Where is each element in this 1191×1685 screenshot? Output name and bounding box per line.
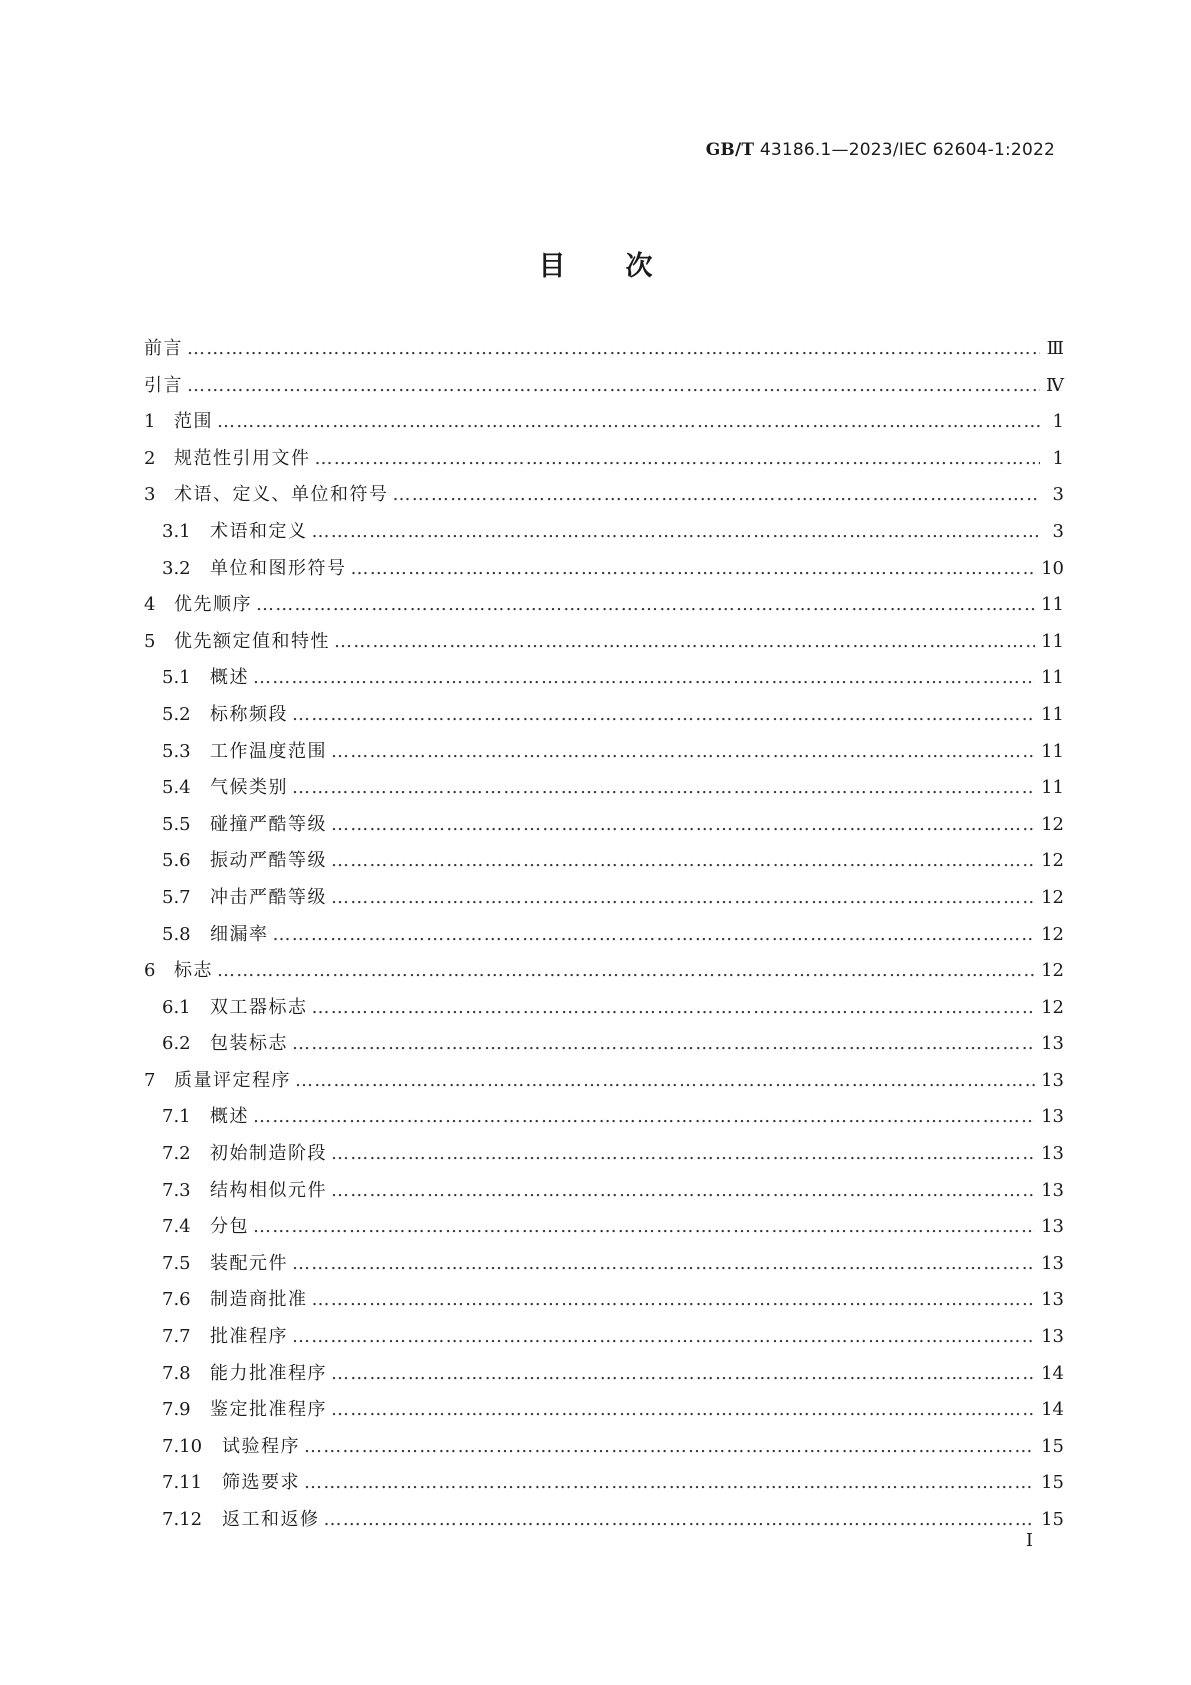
toc-entry-page: 13 [1041,1252,1064,1274]
toc-entry-number: 5.1 [162,667,191,689]
toc-entry-number: 5.8 [162,923,191,945]
toc-entry-page: 14 [1041,1362,1064,1384]
document-code [706,140,1055,160]
document-code-prefix: GB/T [705,140,755,160]
toc-entry-page: 1 [1052,447,1064,469]
toc-entry[interactable] [142,1359,1064,1396]
toc-entry-label: 试验程序 [222,1435,300,1457]
toc-entry-label: 工作温度范围 [210,740,327,762]
toc-entry[interactable] [142,444,1064,481]
toc-entry-label: 装配元件 [210,1252,288,1274]
toc-entry-number: 7.12 [162,1509,203,1530]
toc-entry[interactable] [142,1102,1064,1139]
toc-entry[interactable] [142,810,1064,847]
toc-entry-number: 7.11 [162,1472,203,1494]
toc-entry-label: 标称频段 [210,703,288,725]
toc-entry-page: 13 [1041,1143,1064,1165]
toc-entry-label: 振动严酷等级 [210,850,327,872]
toc-entry-label: 批准程序 [210,1326,288,1348]
toc-entry[interactable] [142,590,1064,627]
toc-entry[interactable] [142,1176,1064,1213]
toc-entry-number: 5.3 [162,740,191,762]
toc-leader-dots [331,850,1035,871]
toc-entry-page: 10 [1041,557,1064,579]
toc-entry-page: 12 [1041,886,1064,908]
toc-entry-page: Ⅲ [1046,338,1064,359]
toc-leader-dots [331,1143,1035,1164]
table-of-contents [142,334,1064,1542]
page-number: I [1025,1530,1033,1551]
toc-entry[interactable] [142,737,1064,774]
toc-entry-page: 11 [1041,740,1064,762]
toc-entry-number: 1 [144,411,156,433]
toc-entry-number: 5.2 [162,703,191,725]
toc-leader-dots [304,1436,1035,1457]
toc-entry-page: 12 [1041,960,1064,982]
toc-entry[interactable] [142,993,1064,1030]
toc-entry-number: 7.1 [162,1106,191,1128]
toc-entry-label: 引言 [144,374,183,396]
toc-entry[interactable] [142,1285,1064,1322]
toc-leader-dots [312,521,1041,542]
toc-entry-page: 12 [1041,813,1064,835]
toc-entry-page: 3 [1052,520,1064,542]
toc-entry-label: 制造商批准 [210,1289,308,1311]
toc-entry[interactable] [142,1468,1064,1505]
toc-entry[interactable] [142,883,1064,920]
toc-entry-label: 鉴定批准程序 [210,1399,327,1421]
document-code-number: 43186.1—2023/IEC 62604-1:2022 [754,140,1055,160]
toc-leader-dots [324,1509,1036,1530]
toc-entry-number: 4 [144,594,156,616]
toc-entry[interactable] [142,1395,1064,1432]
toc-entry-label: 气候类别 [210,777,288,799]
toc-entry-page: 13 [1041,1069,1064,1091]
toc-entry-page: 11 [1041,630,1064,652]
toc-entry-label: 细漏率 [210,923,269,945]
toc-entry-number: 7.6 [162,1289,191,1311]
toc-entry-label: 质量评定程序 [174,1069,291,1091]
toc-leader-dots [295,1070,1035,1091]
toc-entry-number: 7.9 [162,1399,191,1421]
toc-entry-label: 概述 [210,1106,249,1128]
toc-entry-page: 3 [1052,484,1064,506]
toc-leader-dots [256,594,1035,615]
toc-entry-number: 6.2 [162,1033,191,1055]
toc-entry-label: 标志 [174,960,213,982]
toc-entry-number: 3.1 [162,520,191,542]
toc-entry[interactable] [142,773,1064,810]
toc-entry-page: 15 [1041,1509,1064,1530]
toc-entry-label: 前言 [144,338,183,359]
toc-leader-dots [273,924,1036,945]
toc-leader-dots [312,1289,1036,1310]
toc-entry-number: 5.6 [162,850,191,872]
toc-leader-dots [315,448,1041,469]
toc-entry-page: Ⅳ [1046,374,1064,396]
toc-entry[interactable] [142,956,1064,993]
toc-entry-page: 11 [1041,777,1064,799]
toc-entry[interactable] [142,846,1064,883]
toc-entry-number: 7 [144,1069,156,1091]
toc-entry-label: 初始制造阶段 [210,1143,327,1165]
toc-entry-label: 能力批准程序 [210,1362,327,1384]
toc-entry-label: 双工器标志 [210,996,308,1018]
toc-leader-dots [331,1399,1035,1420]
toc-entry[interactable] [142,1432,1064,1469]
toc-title: 目次 [538,251,713,282]
toc-entry[interactable] [142,920,1064,957]
toc-entry[interactable] [142,1029,1064,1066]
toc-entry-label: 冲击严酷等级 [210,886,327,908]
toc-leader-dots [312,997,1036,1018]
toc-leader-dots [217,411,1040,432]
toc-entry-page: 13 [1041,1326,1064,1348]
toc-entry-page: 11 [1041,703,1064,725]
toc-entry-page: 15 [1041,1472,1064,1494]
toc-leader-dots [187,338,1040,359]
toc-entry-label: 返工和返修 [222,1509,320,1530]
toc-entry-number: 7.10 [162,1435,203,1457]
toc-leader-dots [253,1216,1035,1237]
toc-entry-label: 碰撞严酷等级 [210,813,327,835]
toc-entry-label: 优先额定值和特性 [174,630,330,652]
toc-entry-page: 13 [1041,1179,1064,1201]
toc-entry-number: 7.8 [162,1362,191,1384]
toc-entry[interactable] [142,1066,1064,1103]
toc-entry-number: 7.5 [162,1252,191,1274]
toc-leader-dots [351,558,1036,579]
toc-leader-dots [331,1180,1035,1201]
toc-entry-page: 11 [1041,667,1064,689]
toc-entry[interactable] [142,517,1064,554]
toc-entry-label: 术语、定义、单位和符号 [174,484,389,506]
toc-entry-page: 13 [1041,1289,1064,1311]
toc-entry-number: 6.1 [162,996,191,1018]
toc-entry[interactable] [142,554,1064,591]
toc-entry-number: 7.7 [162,1326,191,1348]
toc-entry-number: 2 [144,447,156,469]
toc-leader-dots [292,704,1035,725]
toc-entry-page: 15 [1041,1435,1064,1457]
toc-entry[interactable] [142,627,1064,664]
toc-entry-number: 6 [144,960,156,982]
toc-entry-label: 概述 [210,667,249,689]
toc-entry-number: 7.3 [162,1179,191,1201]
toc-entry-page: 13 [1041,1216,1064,1238]
toc-entry[interactable] [142,700,1064,737]
toc-entry-page: 13 [1041,1106,1064,1128]
toc-entry-label: 优先顺序 [174,594,252,616]
toc-entry-label: 术语和定义 [210,520,308,542]
toc-entry-number: 5.5 [162,813,191,835]
toc-entry-page: 12 [1041,996,1064,1018]
toc-entry-number: 5 [144,630,156,652]
toc-entry[interactable] [142,663,1064,700]
toc-entry-number: 7.4 [162,1216,191,1238]
toc-entry[interactable] [142,371,1064,408]
toc-entry-page: 12 [1041,923,1064,945]
toc-leader-dots [292,1253,1035,1274]
toc-entry-number: 3.2 [162,557,191,579]
toc-leader-dots [331,814,1035,835]
toc-entry-page: 14 [1041,1399,1064,1421]
toc-entry-label: 筛选要求 [222,1472,300,1494]
toc-leader-dots [331,741,1035,762]
toc-entry[interactable] [142,1139,1064,1176]
toc-entry-number: 5.7 [162,886,191,908]
toc-leader-dots [187,375,1040,396]
toc-entry-label: 范围 [174,411,213,433]
toc-entry-page: 13 [1041,1033,1064,1055]
toc-leader-dots [292,777,1035,798]
toc-entry-page: 12 [1041,850,1064,872]
toc-leader-dots [334,631,1035,652]
toc-leader-dots [304,1472,1035,1493]
toc-leader-dots [292,1326,1035,1347]
toc-leader-dots [253,667,1035,688]
toc-leader-dots [253,1106,1035,1127]
toc-entry-label: 分包 [210,1216,249,1238]
toc-entry-label: 包装标志 [210,1033,288,1055]
toc-entry[interactable] [142,334,1064,371]
toc-entry-number: 5.4 [162,777,191,799]
toc-entry[interactable] [142,1322,1064,1359]
toc-entry-number: 7.2 [162,1143,191,1165]
toc-entry-label: 结构相似元件 [210,1179,327,1201]
toc-leader-dots [331,1363,1035,1384]
toc-entry[interactable] [142,1249,1064,1286]
toc-entry[interactable] [142,1505,1064,1542]
toc-entry[interactable] [142,407,1064,444]
toc-entry[interactable] [142,480,1064,517]
toc-leader-dots [393,484,1041,505]
toc-leader-dots [217,960,1035,981]
toc-entry-page: 11 [1041,594,1064,616]
toc-leader-dots [331,887,1035,908]
toc-leader-dots [292,1033,1035,1054]
toc-entry-label: 规范性引用文件 [174,447,311,469]
toc-entry[interactable] [142,1212,1064,1249]
toc-entry-page: 1 [1052,411,1064,433]
toc-entry-label: 单位和图形符号 [210,557,347,579]
toc-entry-number: 3 [144,484,156,506]
